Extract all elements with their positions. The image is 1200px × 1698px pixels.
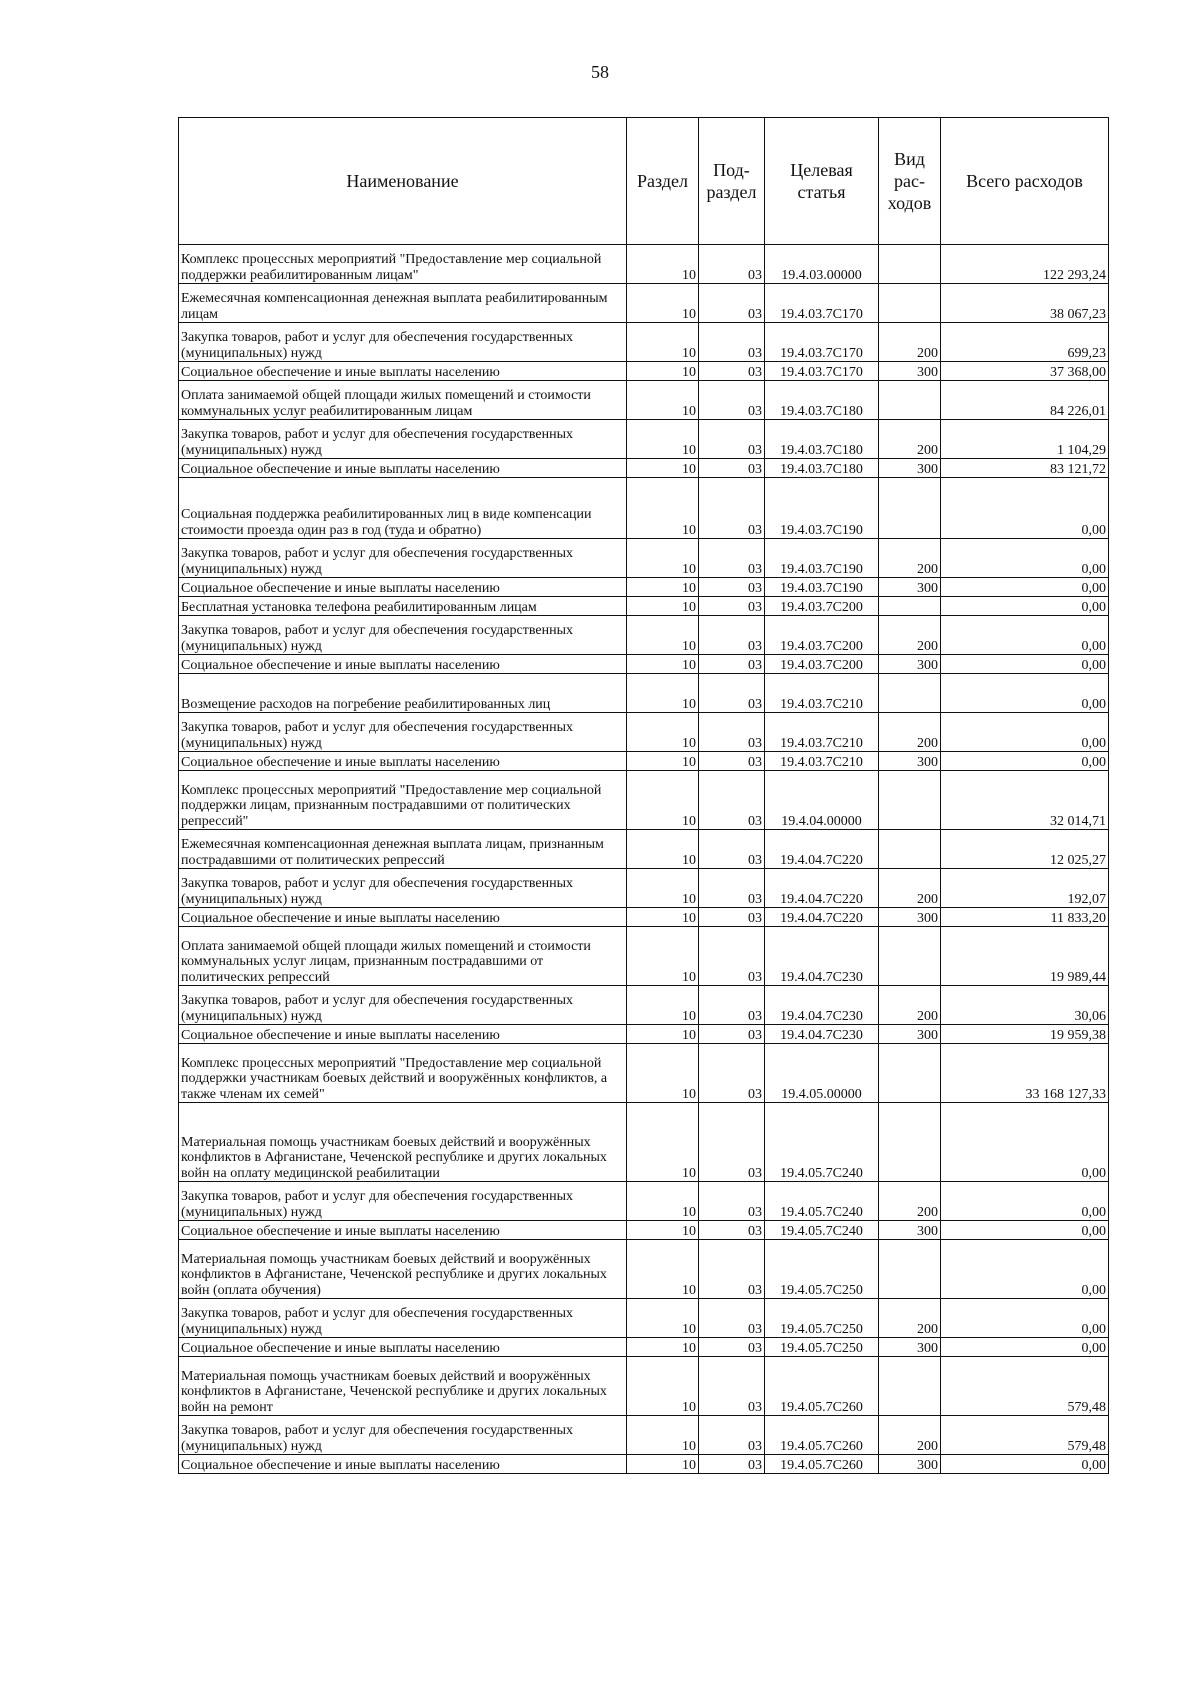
cell-name: Закупка товаров, работ и услуг для обеспечения государственных (муниципальных) нужд [179, 1299, 627, 1338]
cell-total: 19 989,44 [941, 927, 1109, 986]
cell-statya: 19.4.03.7С170 [765, 284, 879, 323]
cell-razdel: 10 [627, 1416, 699, 1455]
cell-statya: 19.4.05.7С240 [765, 1221, 879, 1240]
cell-name: Социальное обеспечение и иные выплаты населению [179, 1221, 627, 1240]
table-row [179, 1044, 1109, 1103]
cell-total: 0,00 [941, 1103, 1109, 1182]
cell-podrazdel: 03 [699, 927, 765, 986]
cell-podrazdel: 03 [699, 597, 765, 616]
cell-statya: 19.4.03.7С210 [765, 674, 879, 713]
cell-total: 0,00 [941, 597, 1109, 616]
table-row [179, 655, 1109, 674]
cell-podrazdel: 03 [699, 1103, 765, 1182]
cell-podrazdel: 03 [699, 1357, 765, 1416]
table-row [179, 869, 1109, 908]
cell-vid: 200 [879, 713, 941, 752]
cell-statya: 19.4.04.7С230 [765, 986, 879, 1025]
table-row [179, 1299, 1109, 1338]
cell-podrazdel: 03 [699, 674, 765, 713]
cell-statya: 19.4.05.7С260 [765, 1455, 879, 1474]
header-total: Всего расходов [941, 118, 1109, 245]
cell-vid [879, 771, 941, 830]
cell-total: 122 293,24 [941, 245, 1109, 284]
cell-vid: 200 [879, 616, 941, 655]
cell-statya: 19.4.03.7С210 [765, 713, 879, 752]
table-row [179, 597, 1109, 616]
cell-name: Возмещение расходов на погребение реабилитированных лиц [179, 674, 627, 713]
cell-razdel: 10 [627, 362, 699, 381]
cell-statya: 19.4.05.7С260 [765, 1416, 879, 1455]
cell-podrazdel: 03 [699, 420, 765, 459]
cell-vid [879, 1103, 941, 1182]
cell-statya: 19.4.05.7С240 [765, 1182, 879, 1221]
cell-total: 0,00 [941, 1240, 1109, 1299]
table-row [179, 578, 1109, 597]
cell-vid [879, 478, 941, 539]
cell-total: 0,00 [941, 674, 1109, 713]
table-row [179, 771, 1109, 830]
cell-name: Бесплатная установка телефона реабилитированным лицам [179, 597, 627, 616]
cell-name: Ежемесячная компенсационная денежная выплата реабилитированным лицам [179, 284, 627, 323]
cell-total: 84 226,01 [941, 381, 1109, 420]
cell-vid: 200 [879, 1299, 941, 1338]
cell-razdel: 10 [627, 578, 699, 597]
cell-podrazdel: 03 [699, 713, 765, 752]
table-body [179, 245, 1109, 1474]
cell-razdel: 10 [627, 908, 699, 927]
cell-vid: 200 [879, 323, 941, 362]
cell-statya: 19.4.05.7С240 [765, 1103, 879, 1182]
cell-total: 0,00 [941, 478, 1109, 539]
cell-vid: 300 [879, 578, 941, 597]
cell-statya: 19.4.05.00000 [765, 1044, 879, 1103]
table-row [179, 1221, 1109, 1240]
cell-name: Ежемесячная компенсационная денежная выплата лицам, признанным пострадавшими от политических репрессий [179, 830, 627, 869]
cell-podrazdel: 03 [699, 323, 765, 362]
cell-name: Социальная поддержка реабилитированных лиц в виде компенсации стоимости проезда один раз в год (туда и обратно) [179, 478, 627, 539]
cell-razdel: 10 [627, 245, 699, 284]
cell-vid [879, 597, 941, 616]
cell-razdel: 10 [627, 771, 699, 830]
cell-total: 0,00 [941, 1455, 1109, 1474]
table-row [179, 986, 1109, 1025]
table-row [179, 1338, 1109, 1357]
table-header-row [179, 118, 1109, 245]
cell-podrazdel: 03 [699, 578, 765, 597]
cell-statya: 19.4.03.7С180 [765, 420, 879, 459]
cell-name: Закупка товаров, работ и услуг для обеспечения государственных (муниципальных) нужд [179, 420, 627, 459]
cell-podrazdel: 03 [699, 771, 765, 830]
cell-statya: 19.4.04.7С220 [765, 830, 879, 869]
cell-razdel: 10 [627, 616, 699, 655]
header-razdel: Раздел [627, 118, 699, 245]
cell-name: Материальная помощь участникам боевых действий и вооружённых конфликтов в Афганистане, Чеченской республике и других локальных войн (оплата обучения) [179, 1240, 627, 1299]
cell-statya: 19.4.03.7С180 [765, 459, 879, 478]
cell-podrazdel: 03 [699, 284, 765, 323]
cell-podrazdel: 03 [699, 1338, 765, 1357]
cell-razdel: 10 [627, 752, 699, 771]
table-row [179, 478, 1109, 539]
cell-total: 32 014,71 [941, 771, 1109, 830]
table-row [179, 362, 1109, 381]
cell-podrazdel: 03 [699, 1299, 765, 1338]
cell-vid: 300 [879, 752, 941, 771]
page-number: 58 [591, 62, 609, 82]
cell-statya: 19.4.03.7С210 [765, 752, 879, 771]
cell-total: 0,00 [941, 655, 1109, 674]
budget-table [178, 117, 1109, 1474]
cell-statya: 19.4.03.7С200 [765, 616, 879, 655]
cell-razdel: 10 [627, 1338, 699, 1357]
cell-total: 12 025,27 [941, 830, 1109, 869]
table-row [179, 908, 1109, 927]
cell-podrazdel: 03 [699, 478, 765, 539]
cell-statya: 19.4.03.7С190 [765, 539, 879, 578]
cell-total: 11 833,20 [941, 908, 1109, 927]
cell-vid [879, 830, 941, 869]
cell-total: 0,00 [941, 539, 1109, 578]
table-row [179, 284, 1109, 323]
cell-name: Закупка товаров, работ и услуг для обеспечения государственных (муниципальных) нужд [179, 323, 627, 362]
table-row [179, 713, 1109, 752]
cell-name: Социальное обеспечение и иные выплаты населению [179, 578, 627, 597]
cell-vid [879, 381, 941, 420]
cell-vid [879, 1044, 941, 1103]
cell-podrazdel: 03 [699, 1416, 765, 1455]
cell-vid: 300 [879, 459, 941, 478]
cell-total: 0,00 [941, 1182, 1109, 1221]
cell-name: Комплекс процессных мероприятий "Предоставление мер социальной поддержки участникам боевых действий и вооружённых конфликтов, а также членам их семей" [179, 1044, 627, 1103]
cell-vid: 300 [879, 655, 941, 674]
cell-razdel: 10 [627, 597, 699, 616]
table-row [179, 1103, 1109, 1182]
table-row [179, 539, 1109, 578]
cell-razdel: 10 [627, 420, 699, 459]
table-row [179, 830, 1109, 869]
cell-podrazdel: 03 [699, 830, 765, 869]
cell-total: 37 368,00 [941, 362, 1109, 381]
cell-vid [879, 674, 941, 713]
cell-vid [879, 1357, 941, 1416]
cell-statya: 19.4.05.7С250 [765, 1240, 879, 1299]
cell-statya: 19.4.03.7С200 [765, 655, 879, 674]
table-row [179, 245, 1109, 284]
cell-razdel: 10 [627, 1182, 699, 1221]
cell-statya: 19.4.04.7С220 [765, 908, 879, 927]
cell-statya: 19.4.04.00000 [765, 771, 879, 830]
cell-statya: 19.4.03.7С170 [765, 362, 879, 381]
table-row [179, 420, 1109, 459]
cell-podrazdel: 03 [699, 1240, 765, 1299]
cell-statya: 19.4.03.7С190 [765, 578, 879, 597]
table-row [179, 323, 1109, 362]
cell-statya: 19.4.03.00000 [765, 245, 879, 284]
cell-name: Социальное обеспечение и иные выплаты населению [179, 362, 627, 381]
cell-razdel: 10 [627, 1044, 699, 1103]
cell-statya: 19.4.04.7С220 [765, 869, 879, 908]
cell-total: 579,48 [941, 1357, 1109, 1416]
cell-total: 0,00 [941, 713, 1109, 752]
cell-podrazdel: 03 [699, 908, 765, 927]
cell-vid: 300 [879, 362, 941, 381]
cell-total: 30,06 [941, 986, 1109, 1025]
cell-vid: 300 [879, 1025, 941, 1044]
table-row [179, 1182, 1109, 1221]
cell-vid: 300 [879, 1338, 941, 1357]
cell-razdel: 10 [627, 1025, 699, 1044]
table-row [179, 1025, 1109, 1044]
cell-podrazdel: 03 [699, 1044, 765, 1103]
cell-podrazdel: 03 [699, 1025, 765, 1044]
cell-statya: 19.4.03.7С180 [765, 381, 879, 420]
cell-name: Оплата занимаемой общей площади жилых помещений и стоимости коммунальных услуг лицам, признанным пострадавшими от политических репрессий [179, 927, 627, 986]
header-podrazdel: Под- раздел [699, 118, 765, 245]
cell-total: 579,48 [941, 1416, 1109, 1455]
cell-razdel: 10 [627, 986, 699, 1025]
cell-podrazdel: 03 [699, 752, 765, 771]
cell-vid: 300 [879, 908, 941, 927]
table-row [179, 1240, 1109, 1299]
cell-razdel: 10 [627, 284, 699, 323]
cell-total: 83 121,72 [941, 459, 1109, 478]
header-vid: Вид рас- ходов [879, 118, 941, 245]
cell-total: 1 104,29 [941, 420, 1109, 459]
cell-name: Закупка товаров, работ и услуг для обеспечения государственных (муниципальных) нужд [179, 1182, 627, 1221]
cell-podrazdel: 03 [699, 245, 765, 284]
cell-name: Социальное обеспечение и иные выплаты населению [179, 459, 627, 478]
cell-podrazdel: 03 [699, 616, 765, 655]
cell-razdel: 10 [627, 655, 699, 674]
cell-total: 0,00 [941, 578, 1109, 597]
cell-vid: 300 [879, 1221, 941, 1240]
cell-name: Закупка товаров, работ и услуг для обеспечения государственных (муниципальных) нужд [179, 1416, 627, 1455]
cell-razdel: 10 [627, 539, 699, 578]
cell-vid: 200 [879, 539, 941, 578]
cell-name: Закупка товаров, работ и услуг для обеспечения государственных (муниципальных) нужд [179, 539, 627, 578]
table-row [179, 674, 1109, 713]
table-row [179, 459, 1109, 478]
cell-name: Оплата занимаемой общей площади жилых помещений и стоимости коммунальных услуг реабилитированным лицам [179, 381, 627, 420]
cell-total: 0,00 [941, 752, 1109, 771]
cell-name: Комплекс процессных мероприятий "Предоставление мер социальной поддержки реабилитированным лицам" [179, 245, 627, 284]
cell-podrazdel: 03 [699, 381, 765, 420]
cell-total: 699,23 [941, 323, 1109, 362]
cell-podrazdel: 03 [699, 1221, 765, 1240]
cell-vid: 200 [879, 1182, 941, 1221]
cell-total: 0,00 [941, 1299, 1109, 1338]
cell-razdel: 10 [627, 674, 699, 713]
cell-razdel: 10 [627, 323, 699, 362]
cell-podrazdel: 03 [699, 362, 765, 381]
cell-name: Закупка товаров, работ и услуг для обеспечения государственных (муниципальных) нужд [179, 713, 627, 752]
cell-vid: 200 [879, 420, 941, 459]
cell-razdel: 10 [627, 1103, 699, 1182]
cell-name: Закупка товаров, работ и услуг для обеспечения государственных (муниципальных) нужд [179, 986, 627, 1025]
cell-razdel: 10 [627, 1221, 699, 1240]
cell-podrazdel: 03 [699, 655, 765, 674]
cell-name: Социальное обеспечение и иные выплаты населению [179, 1455, 627, 1474]
cell-podrazdel: 03 [699, 986, 765, 1025]
cell-razdel: 10 [627, 830, 699, 869]
cell-podrazdel: 03 [699, 539, 765, 578]
cell-total: 38 067,23 [941, 284, 1109, 323]
cell-podrazdel: 03 [699, 1182, 765, 1221]
cell-razdel: 10 [627, 381, 699, 420]
cell-podrazdel: 03 [699, 459, 765, 478]
cell-name: Социальное обеспечение и иные выплаты населению [179, 752, 627, 771]
cell-vid: 300 [879, 1455, 941, 1474]
cell-razdel: 10 [627, 459, 699, 478]
cell-razdel: 10 [627, 869, 699, 908]
cell-vid [879, 1240, 941, 1299]
cell-razdel: 10 [627, 927, 699, 986]
cell-vid: 200 [879, 986, 941, 1025]
cell-statya: 19.4.03.7С190 [765, 478, 879, 539]
cell-statya: 19.4.03.7С170 [765, 323, 879, 362]
cell-name: Социальное обеспечение и иные выплаты населению [179, 1338, 627, 1357]
table-row [179, 1357, 1109, 1416]
cell-name: Социальное обеспечение и иные выплаты населению [179, 1025, 627, 1044]
cell-razdel: 10 [627, 478, 699, 539]
cell-name: Закупка товаров, работ и услуг для обеспечения государственных (муниципальных) нужд [179, 869, 627, 908]
table-row [179, 1416, 1109, 1455]
table-row [179, 616, 1109, 655]
cell-razdel: 10 [627, 1455, 699, 1474]
cell-total: 0,00 [941, 1338, 1109, 1357]
header-name: Наименование [179, 118, 627, 245]
cell-razdel: 10 [627, 1357, 699, 1416]
cell-statya: 19.4.04.7С230 [765, 927, 879, 986]
cell-statya: 19.4.05.7С260 [765, 1357, 879, 1416]
cell-podrazdel: 03 [699, 1455, 765, 1474]
cell-statya: 19.4.05.7С250 [765, 1338, 879, 1357]
cell-name: Материальная помощь участникам боевых действий и вооружённых конфликтов в Афганистане, Чеченской республике и других локальных войн на оплату медицинской реабилитации [179, 1103, 627, 1182]
cell-total: 0,00 [941, 616, 1109, 655]
cell-total: 192,07 [941, 869, 1109, 908]
cell-statya: 19.4.03.7С200 [765, 597, 879, 616]
cell-name: Комплекс процессных мероприятий "Предоставление мер социальной поддержки лицам, признанным пострадавшими от политических репрессий" [179, 771, 627, 830]
cell-total: 0,00 [941, 1221, 1109, 1240]
cell-name: Социальное обеспечение и иные выплаты населению [179, 655, 627, 674]
cell-name: Материальная помощь участникам боевых действий и вооружённых конфликтов в Афганистане, Чеченской республике и других локальных войн на ремонт [179, 1357, 627, 1416]
cell-total: 19 959,38 [941, 1025, 1109, 1044]
cell-vid [879, 245, 941, 284]
cell-razdel: 10 [627, 1299, 699, 1338]
cell-statya: 19.4.04.7С230 [765, 1025, 879, 1044]
table-row [179, 1455, 1109, 1474]
table-row [179, 381, 1109, 420]
cell-statya: 19.4.05.7С250 [765, 1299, 879, 1338]
table-row [179, 752, 1109, 771]
cell-name: Закупка товаров, работ и услуг для обеспечения государственных (муниципальных) нужд [179, 616, 627, 655]
cell-vid: 200 [879, 869, 941, 908]
header-statya: Целевая статья [765, 118, 879, 245]
cell-vid [879, 927, 941, 986]
cell-razdel: 10 [627, 1240, 699, 1299]
cell-vid: 200 [879, 1416, 941, 1455]
cell-total: 33 168 127,33 [941, 1044, 1109, 1103]
cell-name: Социальное обеспечение и иные выплаты населению [179, 908, 627, 927]
cell-razdel: 10 [627, 713, 699, 752]
table-row [179, 927, 1109, 986]
cell-podrazdel: 03 [699, 869, 765, 908]
cell-vid [879, 284, 941, 323]
